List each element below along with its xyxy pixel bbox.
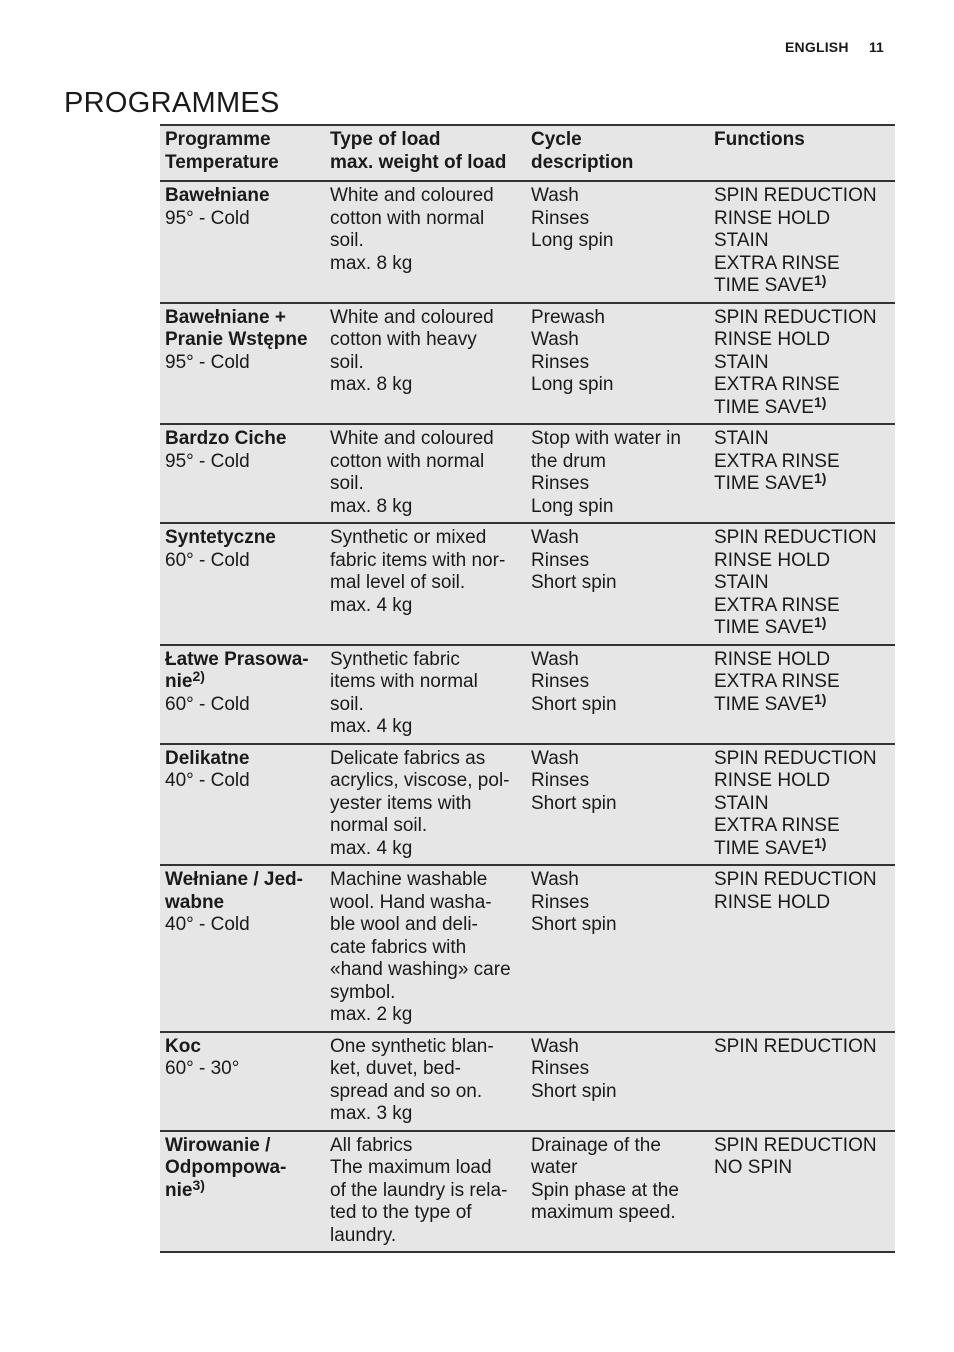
function-item [714,614,891,640]
function-item-text: EXTRA RINSE [714,594,840,616]
function-item-text: SPIN REDUCTION [714,185,877,206]
cycle-line: Wash [531,527,579,548]
load-line: White and coloured [330,306,494,328]
function-item-text: STAIN [714,792,769,814]
cycle-line: the drum [531,450,606,472]
programme-name-text: Syntetyczne [165,527,276,548]
programme-cell [160,181,325,303]
load-line: One synthetic blan- [330,1035,494,1057]
table-row [160,181,895,303]
load-line: Synthetic or mixed [330,527,487,548]
cycle-line: Short spin [531,693,617,715]
function-item [714,527,891,550]
function-item [714,671,891,694]
cycle-line: Wash [531,648,579,670]
footnote-marker: 1) [813,834,827,851]
load-line: Synthetic fabric [330,648,460,670]
header-weight-line: max. weight of load [330,151,507,173]
function-item-text: RINSE HOLD [714,770,831,791]
cycle-line: Long spin [531,374,614,395]
function-item-text: STAIN [714,351,769,373]
load-cell [325,181,526,303]
function-item-text: TIME SAVE [714,396,814,418]
load-line: laundry. [330,1224,397,1246]
table-row [160,744,895,866]
footnote-marker: 1) [813,272,827,288]
programme-name [165,892,321,915]
function-item-text: RINSE HOLD [714,648,831,670]
function-item-text: SPIN REDUCTION [714,306,877,328]
function-item [714,393,891,420]
cycle-line: Wash [531,869,579,890]
load-line: max. 3 kg [330,1103,413,1124]
functions-cell [709,744,895,866]
functions-cell [709,303,895,425]
function-item [714,793,891,816]
function-item-text: TIME SAVE [714,617,814,638]
programme-name-text: Bawełniane + [165,306,286,328]
load-line: White and coloured [330,428,494,449]
footnote-marker: 1) [813,690,827,707]
header-load-line: Type of load [330,129,441,150]
functions-cell [709,1131,895,1253]
page-title: PROGRAMMES [64,87,280,120]
load-line: normal soil. [330,815,428,836]
cycle-line: Rinses [531,473,590,494]
load-cell [325,424,526,523]
load-cell [325,1032,526,1131]
load-line: max. 4 kg [330,594,413,616]
programme-cell [160,645,325,744]
load-line: ket, duvet, bed- [330,1058,461,1079]
programme-cell [160,865,325,1032]
page-number: 11 [869,39,884,55]
load-line: soil. [330,351,364,373]
load-line: Machine washable [330,869,488,890]
programme-name-text: Wirowanie / [165,1134,271,1156]
function-item-text: TIME SAVE [714,473,814,494]
function-item [714,470,891,496]
cycle-cell [526,645,709,744]
programme-name [165,428,321,451]
function-item-text: SPIN REDUCTION [714,527,877,548]
function-item-text: TIME SAVE [714,275,814,296]
footnote-marker: 1) [813,614,827,630]
programme-name [165,1135,321,1158]
cycle-line: Short spin [531,1080,617,1102]
function-item [714,649,891,672]
load-line: fabric items with nor- [330,549,506,571]
functions-cell [709,1032,895,1131]
programme-name-text: nie [165,671,193,692]
load-line: All fabrics [330,1134,413,1156]
function-item [714,352,891,375]
table-row [160,303,895,425]
cycle-line: Stop with water in [531,428,681,449]
cycle-line: Drainage of the [531,1134,661,1156]
functions-cell [709,523,895,645]
programme-name [165,668,321,694]
functions-cell [709,181,895,303]
functions-cell [709,645,895,744]
load-line: Delicate fabrics as [330,747,486,769]
cycle-line: Wash [531,747,579,769]
cycle-line: Short spin [531,914,617,935]
load-line: symbol. [330,981,396,1003]
header-functions-line: Functions [714,129,805,150]
header-programme-line: Programme [165,129,271,150]
load-line: of the laundry is rela- [330,1179,508,1201]
function-item [714,595,891,618]
load-line: «hand washing» care [330,959,511,980]
cycle-line: Spin phase at the [531,1179,679,1201]
programme-temperature: 95° - Cold [165,207,250,229]
function-item-text: TIME SAVE [714,837,814,859]
function-item-text: EXTRA RINSE [714,450,840,472]
programme-name-text: Odpompowa- [165,1157,287,1178]
cycle-line: Rinses [531,891,590,913]
load-cell [325,523,526,645]
cycle-cell [526,1032,709,1131]
header-load [325,125,526,181]
function-item-text: SPIN REDUCTION [714,1035,877,1057]
cycle-cell [526,744,709,866]
function-item [714,272,891,298]
load-cell [325,865,526,1032]
table-row [160,1131,895,1253]
load-line: max. 8 kg [330,495,413,517]
load-line: cotton with normal [330,450,485,472]
programme-name [165,185,321,208]
programme-name [165,527,321,550]
load-cell [325,303,526,425]
header-functions [709,125,895,181]
table-header-row [160,125,895,181]
footnote-marker: 3) [192,1176,205,1193]
function-item-text: STAIN [714,428,769,449]
function-item [714,329,891,352]
header-programme [160,125,325,181]
cycle-cell [526,1131,709,1253]
load-line: max. 4 kg [330,837,413,859]
function-item [714,208,891,231]
cycle-cell [526,181,709,303]
header-cycle-line: Cycle [531,129,582,150]
function-item [714,307,891,330]
programme-name [165,748,321,771]
load-line: items with normal [330,671,478,692]
programme-name-text: Delikatne [165,747,250,769]
programme-cell [160,1131,325,1253]
function-item [714,572,891,595]
function-item-text: NO SPIN [714,1157,793,1178]
programme-name [165,1036,321,1059]
programme-temperature: 60° - 30° [165,1058,240,1079]
programme-temperature: 95° - Cold [165,450,250,472]
programme-name [165,329,321,352]
programme-name-text: Łatwe Prasowa- [165,648,309,670]
function-item-text: EXTRA RINSE [714,374,840,395]
functions-cell [709,865,895,1032]
load-line: cotton with heavy [330,329,477,350]
cycle-line: Short spin [531,792,617,814]
cycle-line: maximum speed. [531,1202,676,1223]
footnote-marker: 1) [813,393,827,410]
load-line: wool. Hand washa- [330,891,492,913]
table-row [160,645,895,744]
load-line: White and coloured [330,185,494,206]
load-line: cotton with normal [330,207,485,229]
function-item-text: STAIN [714,572,769,593]
cycle-cell [526,865,709,1032]
programme-name [165,1176,321,1203]
cycle-line: Wash [531,1035,579,1057]
cycle-line: Rinses [531,207,590,229]
programme-name-text: Bardzo Ciche [165,428,287,449]
function-item [714,869,891,892]
function-item-text: EXTRA RINSE [714,252,840,274]
functions-cell [709,424,895,523]
function-item-text: SPIN REDUCTION [714,1134,877,1156]
programme-name-text: Wełniane / Jed- [165,869,303,890]
programme-temperature: 40° - Cold [165,914,250,935]
function-item [714,185,891,208]
load-line: soil. [330,693,364,715]
header-description-line: description [531,151,634,173]
programme-name [165,649,321,672]
function-item-text: RINSE HOLD [714,891,831,913]
cycle-line: Rinses [531,351,590,373]
function-item [714,892,891,915]
cycle-line: Long spin [531,495,614,517]
function-item [714,230,891,253]
function-item-text: RINSE HOLD [714,549,831,571]
load-line: ted to the type of [330,1202,472,1223]
cycle-cell [526,523,709,645]
load-line: soil. [330,473,364,494]
programme-cell [160,523,325,645]
cycle-line: Rinses [531,1058,590,1079]
function-item-text: RINSE HOLD [714,207,831,229]
function-item [714,1036,891,1059]
programme-temperature: 95° - Cold [165,351,250,373]
programme-cell [160,1032,325,1131]
load-line: soil. [330,230,364,251]
cycle-line: Rinses [531,549,590,571]
function-item-text: EXTRA RINSE [714,815,840,836]
function-item [714,1157,891,1180]
table-row [160,523,895,645]
table-row [160,865,895,1032]
header-cycle [526,125,709,181]
cycle-line: water [531,1157,578,1178]
programme-name [165,1157,321,1180]
programme-name-text: Bawełniane [165,185,270,206]
load-line: yester items with [330,792,472,814]
load-line: max. 2 kg [330,1004,413,1025]
function-item [714,374,891,397]
programme-cell [160,303,325,425]
function-item [714,815,891,838]
cycle-cell [526,303,709,425]
load-cell [325,744,526,866]
programme-temperature: 40° - Cold [165,770,250,791]
function-item-text: STAIN [714,230,769,251]
header-temperature-line: Temperature [165,151,279,173]
programme-cell [160,744,325,866]
function-item [714,428,891,451]
load-line: mal level of soil. [330,572,466,593]
load-line: max. 8 kg [330,252,413,274]
function-item-text: SPIN REDUCTION [714,869,877,890]
load-cell [325,645,526,744]
cycle-line: Rinses [531,770,590,791]
footnote-marker: 1) [813,470,827,486]
function-item [714,770,891,793]
function-item [714,1135,891,1158]
programmes-table [160,124,895,1253]
function-item-text: SPIN REDUCTION [714,747,877,769]
load-line: ble wool and deli- [330,914,478,935]
load-line: The maximum load [330,1157,492,1178]
cycle-line: Wash [531,185,579,206]
function-item-text: EXTRA RINSE [714,671,840,692]
programme-name-text: Pranie Wstępne [165,329,308,350]
load-cell [325,1131,526,1253]
function-item [714,690,891,717]
programme-temperature: 60° - Cold [165,549,250,571]
function-item-text: RINSE HOLD [714,329,831,350]
programme-cell [160,424,325,523]
cycle-cell [526,424,709,523]
function-item-text: TIME SAVE [714,693,814,715]
function-item [714,834,891,861]
header-language: ENGLISH [785,39,849,55]
programme-temperature: 60° - Cold [165,693,250,715]
cycle-line: Long spin [531,230,614,251]
load-line: max. 8 kg [330,374,413,395]
footnote-marker: 2) [192,668,205,684]
programme-name [165,869,321,892]
table-row [160,1032,895,1131]
function-item [714,253,891,276]
cycle-line: Prewash [531,306,605,328]
function-item [714,748,891,771]
programme-name-text: nie [165,1179,193,1201]
load-line: acrylics, viscose, pol- [330,770,510,791]
programme-name-text: wabne [165,891,225,913]
cycle-line: Rinses [531,671,590,692]
programme-name [165,307,321,330]
cycle-line: Short spin [531,572,617,593]
load-line: spread and so on. [330,1080,483,1102]
function-item [714,550,891,573]
function-item [714,451,891,474]
load-line: cate fabrics with [330,936,467,958]
programme-name-text: Koc [165,1035,201,1057]
table-row [160,424,895,523]
load-line: max. 4 kg [330,716,413,737]
cycle-line: Wash [531,329,579,350]
